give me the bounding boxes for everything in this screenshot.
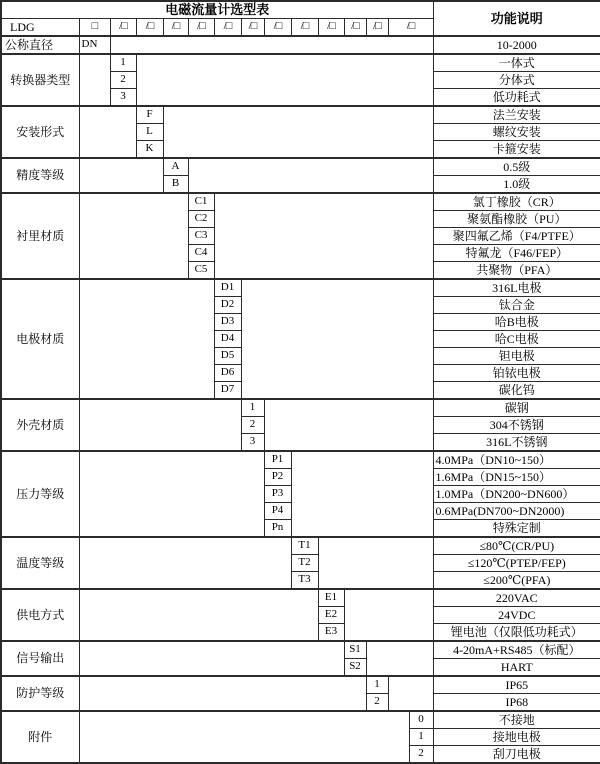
code-cell: D6 — [214, 365, 241, 382]
function-column-header: 功能说明 — [433, 1, 600, 36]
desc-cell: 钽电极 — [433, 348, 600, 365]
desc-cell: 1.0MPa（DN200~DN600） — [433, 486, 600, 503]
code-cell: C3 — [188, 228, 214, 245]
spacer-cell — [79, 193, 188, 279]
code-cell: E3 — [318, 624, 344, 642]
code-cell: P4 — [264, 503, 291, 520]
desc-cell: 24VDC — [433, 607, 600, 624]
desc-cell: 哈C电极 — [433, 331, 600, 348]
desc-cell: 分体式 — [433, 72, 600, 89]
spacer-cell — [110, 36, 433, 54]
section-label-electrode: 电极材质 — [1, 279, 79, 399]
desc-cell: HART — [433, 659, 600, 677]
code-cell: T1 — [291, 537, 318, 555]
desc-cell: 聚四氟乙烯（F4/PTFE） — [433, 228, 600, 245]
desc-cell: 特殊定制 — [433, 520, 600, 538]
code-cell: 1 — [241, 399, 264, 417]
section-label-protection: 防护等级 — [1, 676, 79, 711]
section-label-signal-output: 信号输出 — [1, 641, 79, 676]
code-cell: B — [163, 176, 188, 194]
spacer-cell — [264, 399, 433, 451]
spacer-cell — [79, 399, 241, 451]
spacer-cell — [79, 158, 163, 193]
spacer-cell — [241, 279, 433, 399]
section-label-diameter: 公称直径 — [1, 36, 79, 54]
code-cell: C4 — [188, 245, 214, 262]
spacer-cell — [344, 589, 433, 641]
desc-cell: IP65 — [433, 676, 600, 694]
desc-cell: 220VAC — [433, 589, 600, 607]
code-cell: L — [136, 124, 163, 141]
spacer-cell — [79, 106, 136, 158]
code-cell: E2 — [318, 607, 344, 624]
spacer-cell — [79, 641, 344, 676]
model-slot-box: /□ — [264, 19, 291, 37]
spacer-cell — [318, 537, 433, 589]
desc-cell: 卡箍安装 — [433, 141, 600, 159]
model-slot-box: /□ — [214, 19, 241, 37]
model-slot-box: □ — [79, 19, 110, 37]
code-cell: 0 — [409, 711, 433, 729]
code-cell: D5 — [214, 348, 241, 365]
code-cell: 2 — [241, 417, 264, 434]
desc-cell: ≤80℃(CR/PU) — [433, 537, 600, 555]
code-cell: Pn — [264, 520, 291, 538]
model-slot-box: /□ — [388, 19, 433, 37]
section-label-housing: 外壳材质 — [1, 399, 79, 451]
model-slot-box: /□ — [344, 19, 366, 37]
desc-cell: 碳化钨 — [433, 382, 600, 400]
code-cell: 1 — [110, 54, 136, 72]
code-cell: T3 — [291, 572, 318, 590]
model-slot-box: /□ — [110, 19, 136, 37]
code-cell: K — [136, 141, 163, 159]
desc-cell: 特氟龙（F46/FEP） — [433, 245, 600, 262]
desc-cell: 铂铱电极 — [433, 365, 600, 382]
spacer-cell — [136, 54, 433, 106]
desc-cell: 钛合金 — [433, 297, 600, 314]
desc-cell: 锂电池（仅限低功耗式） — [433, 624, 600, 642]
desc-cell: 接地电极 — [433, 729, 600, 746]
model-slot-box: /□ — [188, 19, 214, 37]
code-cell: DN — [79, 36, 110, 54]
code-cell: P3 — [264, 486, 291, 503]
desc-cell: ≤200℃(PFA) — [433, 572, 600, 590]
code-cell: P1 — [264, 451, 291, 469]
desc-cell: 低功耗式 — [433, 89, 600, 107]
desc-cell: 聚氨酯橡胶（PU） — [433, 211, 600, 228]
desc-cell: ≤120℃(PTEP/FEP) — [433, 555, 600, 572]
desc-cell: 316L电极 — [433, 279, 600, 297]
spacer-cell — [188, 158, 433, 193]
code-cell: D4 — [214, 331, 241, 348]
section-label-power-supply: 供电方式 — [1, 589, 79, 641]
desc-cell: 法兰安装 — [433, 106, 600, 124]
code-cell: 2 — [409, 746, 433, 764]
section-label-pressure: 压力等级 — [1, 451, 79, 537]
spacer-cell — [79, 279, 214, 399]
desc-cell: IP68 — [433, 694, 600, 712]
spacer-cell — [214, 193, 433, 279]
spacer-cell — [79, 451, 264, 537]
section-label-converter-type: 转换器类型 — [1, 54, 79, 106]
desc-cell: 10-2000 — [433, 36, 600, 54]
code-cell: 3 — [110, 89, 136, 107]
code-cell: 1 — [409, 729, 433, 746]
desc-cell: 一体式 — [433, 54, 600, 72]
desc-cell: 4.0MPa（DN10~150） — [433, 451, 600, 469]
section-label-lining: 衬里材质 — [1, 193, 79, 279]
spacer-cell — [388, 676, 433, 711]
code-cell: C5 — [188, 262, 214, 280]
desc-cell: 0.6MPa(DN700~DN2000) — [433, 503, 600, 520]
code-cell: 2 — [110, 72, 136, 89]
spacer-cell — [163, 106, 433, 158]
code-cell: T2 — [291, 555, 318, 572]
code-cell: P2 — [264, 469, 291, 486]
spacer-cell — [79, 537, 291, 589]
code-cell: S2 — [344, 659, 366, 677]
model-code-label: LDG — [1, 19, 79, 37]
desc-cell: 316L不锈钢 — [433, 434, 600, 452]
code-cell: D2 — [214, 297, 241, 314]
desc-cell: 不接地 — [433, 711, 600, 729]
code-cell: D7 — [214, 382, 241, 400]
section-label-temperature: 温度等级 — [1, 537, 79, 589]
code-cell: A — [163, 158, 188, 176]
section-label-accuracy: 精度等级 — [1, 158, 79, 193]
section-label-installation: 安装形式 — [1, 106, 79, 158]
code-cell: F — [136, 106, 163, 124]
code-cell: C2 — [188, 211, 214, 228]
desc-cell: 哈B电极 — [433, 314, 600, 331]
code-cell: E1 — [318, 589, 344, 607]
code-cell: S1 — [344, 641, 366, 659]
spacer-cell — [79, 54, 110, 106]
spacer-cell — [291, 451, 433, 537]
model-slot-box: /□ — [291, 19, 318, 37]
code-cell: D3 — [214, 314, 241, 331]
code-cell: 1 — [366, 676, 388, 694]
desc-cell: 刮刀电极 — [433, 746, 600, 764]
spacer-cell — [79, 711, 409, 763]
code-cell: 2 — [366, 694, 388, 712]
model-slot-box: /□ — [366, 19, 388, 37]
model-slot-box: /□ — [318, 19, 344, 37]
desc-cell: 碳钢 — [433, 399, 600, 417]
desc-cell: 1.0级 — [433, 176, 600, 194]
spacer-cell — [79, 676, 366, 711]
table-title: 电磁流量计选型表 — [1, 1, 433, 19]
desc-cell: 螺纹安装 — [433, 124, 600, 141]
spacer-cell — [79, 589, 318, 641]
desc-cell: 氯丁橡胶（CR） — [433, 193, 600, 211]
desc-cell: 0.5级 — [433, 158, 600, 176]
desc-cell: 304不锈钢 — [433, 417, 600, 434]
desc-cell: 1.6MPa（DN15~150） — [433, 469, 600, 486]
model-slot-box: /□ — [241, 19, 264, 37]
code-cell: C1 — [188, 193, 214, 211]
code-cell: D1 — [214, 279, 241, 297]
spacer-cell — [366, 641, 433, 676]
code-cell: 3 — [241, 434, 264, 452]
model-slot-box: /□ — [163, 19, 188, 37]
desc-cell: 4-20mA+RS485（标配） — [433, 641, 600, 659]
desc-cell: 共聚物（PFA） — [433, 262, 600, 280]
section-label-accessory: 附件 — [1, 711, 79, 763]
model-slot-box: /□ — [136, 19, 163, 37]
